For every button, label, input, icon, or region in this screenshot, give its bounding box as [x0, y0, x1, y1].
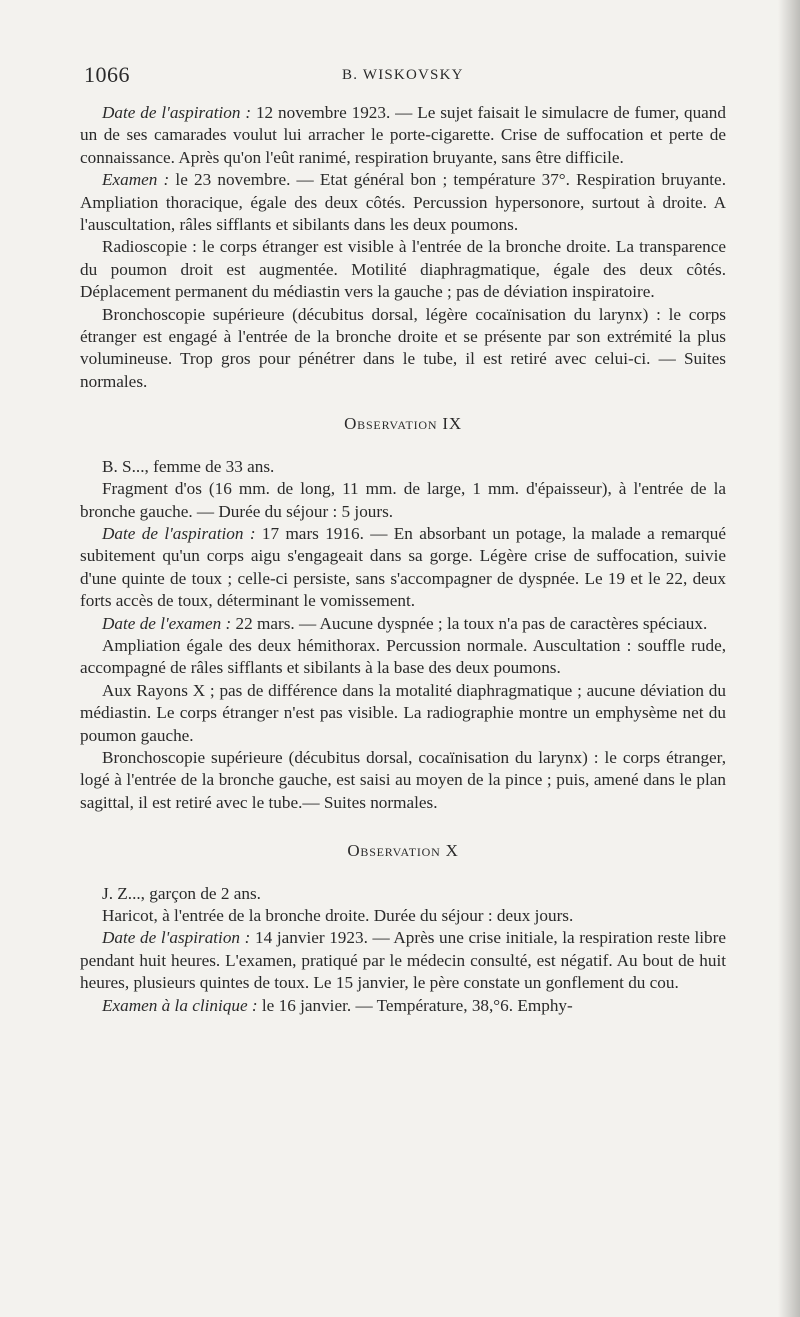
paragraph: B. S..., femme de 33 ans. [102, 456, 275, 476]
paragraph-text: 12 novembre 1923. — Le sujet faisait le simulacre de fumer, quand un de ses camarades voulut lui arracher le porte-cigarette. Crise de suffocation et perte de connaissance. Après qu'on l'eût ranimé, respiration bruyante, sans être difficile. [80, 103, 726, 167]
page-number: 1066 [84, 62, 130, 87]
paragraph [80, 995, 726, 1017]
running-head: B. WISKOVSKY [342, 67, 464, 83]
paragraph: Bronchoscopie supérieure (décubitus dorsal, cocaïnisation du larynx) : le corps étranger, logé à l'entrée de la bronche gauche, est saisi au moyen de la pince ; puis, amené dans le plan sagittal, il est retiré avec le tube.— Suites normales. [80, 747, 726, 812]
paragraph: Haricot, à l'entrée de la bronche droite. Durée du séjour : deux jours. [102, 906, 574, 925]
body-text [80, 102, 726, 1017]
paragraph [80, 613, 726, 635]
paragraph: Fragment d'os (16 mm. de long, 11 mm. de large, 1 mm. d'épaisseur), à l'entrée de la bronche gauche. — Durée du séjour : 5 jours. [80, 479, 726, 521]
paragraph [80, 927, 726, 994]
paragraph-text: 22 mars. — Aucune dyspnée ; la toux n'a pas de caractères spéciaux. [231, 613, 708, 633]
paragraph [80, 523, 726, 613]
paragraph: Radioscopie : le corps étranger est visible à l'entrée de la bronche droite. La transparence du poumon droit est augmentée. Motilité diaphragmatique, égale des deux côtés. Déplacement permanent du médiastin vers la gauche ; pas de déviation inspiratoire. [80, 237, 726, 302]
paragraph [80, 102, 726, 169]
paragraph: Ampliation égale des deux hémithorax. Percussion normale. Auscultation : souffle rude, accompagné de râles sifflants et sibilants à la base des deux poumons. [80, 635, 726, 678]
date-label: Date de l'aspiration : [102, 103, 252, 122]
paragraph-text: le 16 janvier. — Température, 38,°6. Emphy- [257, 995, 573, 1015]
exam-label: Examen à [102, 995, 175, 1015]
paragraph-text: le 23 novembre. — Etat général bon ; température 37°. Respiration bruyante. Ampliation thoracique, égale des deux côtés. Percussion hypersonore, surtout à droite. A l'auscultation, râles sifflants et sibilants dans les deux poumons. [80, 170, 726, 235]
page-edge-shadow [778, 0, 800, 1317]
clinic-label: la clinique : [174, 995, 258, 1015]
paragraph: Bronchoscopie supérieure (décubitus dorsal, légère cocaïnisation du larynx) : le corps étranger est engagé à l'entrée de la bronche droite et se présente par son extrémité la plus volumineuse. Trop gros pour pénétrer dans le tube, il est retiré avec celui-ci. — Suites normales. [80, 304, 726, 391]
paragraph: J. Z..., garçon de 2 ans. [102, 883, 261, 903]
paragraph: Aux Rayons X ; pas de différence dans la motalité diaphragmatique ; aucune déviation du médiastin. Le corps étranger n'est pas visible. La radiographie montre un emphysème net du poumon gauche. [80, 680, 726, 745]
date-label: Date de l'examen : [102, 613, 232, 633]
date-label: Date de l'aspiration : [102, 928, 251, 948]
paragraph-text: 14 janvier 1923. — Après une crise initiale, la respiration reste libre pendant huit heures. L'examen, pratiqué par le médecin consulté, est négatif. Au bout de huit heures, plusieurs quintes de toux. Le 15 janvier, le père constate un gonflement du cou. [80, 928, 726, 993]
exam-label: Examen : [102, 170, 170, 190]
page-header [80, 62, 730, 92]
paragraph-text: 17 mars 1916. — En absorbant un potage, la malade a remarqué subitement qu'un corps aigu s'engageait dans sa gorge. Légère crise de suffocation, suivie d'une quinte de toux ; celle-ci persiste, sans s'accompagner de dyspnée. Le 19 et le 22, deux forts accès de toux, déterminant le vomissement. [80, 523, 726, 611]
observation-x-title: Observation X [347, 841, 459, 861]
observation-ix-title: Observation IX [344, 414, 462, 434]
date-label: Date de l'aspiration : [102, 523, 256, 543]
paragraph [80, 169, 726, 236]
